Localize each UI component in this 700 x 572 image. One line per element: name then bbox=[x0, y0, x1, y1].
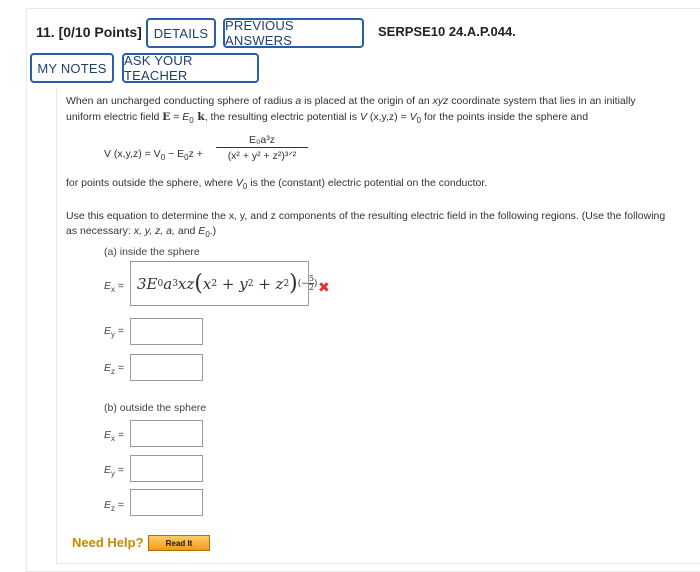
read-it-button[interactable]: Read It bbox=[148, 535, 210, 551]
my-notes-button[interactable]: MY NOTES bbox=[30, 53, 114, 83]
part-a-title: (a) inside the sphere bbox=[104, 246, 200, 258]
details-button[interactable]: DETAILS bbox=[146, 18, 216, 48]
part-a-ex-label: $E_x$ = bbox=[104, 280, 125, 294]
problem-reference: SERPSE10 24.A.P.044. bbox=[378, 24, 516, 39]
problem-intro-line-1: When an uncharged conducting sphere of radius a is placed at the origin of an xyz coordinate system that lies in an initially bbox=[66, 95, 636, 107]
x-mark-icon: ✖ bbox=[318, 280, 330, 296]
question-number: 11. [0/10 Points] bbox=[36, 24, 142, 40]
part-b-ex-input[interactable] bbox=[130, 420, 203, 447]
part-a-ez-input[interactable] bbox=[130, 354, 203, 381]
part-b-ey-input[interactable] bbox=[130, 455, 203, 482]
part-a-ey-label: $E_y$ = bbox=[104, 325, 125, 339]
vector-e: E bbox=[162, 111, 171, 123]
part-b-ex-label: $E_x$ = bbox=[104, 429, 125, 443]
problem-intro-line-2: uniform electric field $E = E_0$ k, the resulting electric potential is V $(x,y,z) = V_0$ for the points inside the sphere and bbox=[66, 111, 589, 125]
ask-your-teacher-button[interactable]: ASK YOUR TEACHER bbox=[122, 53, 259, 83]
need-help-label: Need Help? bbox=[72, 535, 144, 550]
part-a-ex-answer[interactable]: 3E 0 a 3 xz ( x 2 + y 2 + z 2 ) (− $\frac{5}{2}$ ) bbox=[130, 261, 309, 306]
equation-denominator: (x² + y² + z²)³ᐟ² bbox=[227, 150, 297, 162]
part-b-ey-label: $E_y$ = bbox=[104, 464, 125, 478]
part-b-ez-label: $E_z$ = bbox=[104, 499, 125, 513]
part-b-title: (b) outside the sphere bbox=[104, 402, 207, 414]
equation-lhs: V $(x,y,z) = V_0 - E_0z$ + bbox=[104, 148, 203, 162]
part-b-ez-input[interactable] bbox=[130, 489, 203, 516]
part-a-ey-input[interactable] bbox=[130, 318, 203, 345]
equation-numerator: E₀a³z bbox=[216, 134, 308, 148]
part-a-ez-label: $E_z$ = bbox=[104, 362, 125, 376]
instructions-line-1: Use this equation to determine the x, y, and z components of the resulting electric field in the following regions. (Use the following bbox=[66, 210, 666, 222]
equation-fraction bbox=[216, 134, 308, 162]
outside-description: for points outside the sphere, where $V_0$ is the (constant) electric potential on the conductor. bbox=[66, 177, 488, 191]
instructions-line-2: as necessary: x, y, z, a, and $E_0$.) bbox=[66, 225, 217, 239]
previous-answers-button[interactable]: PREVIOUS ANSWERS bbox=[223, 18, 364, 48]
